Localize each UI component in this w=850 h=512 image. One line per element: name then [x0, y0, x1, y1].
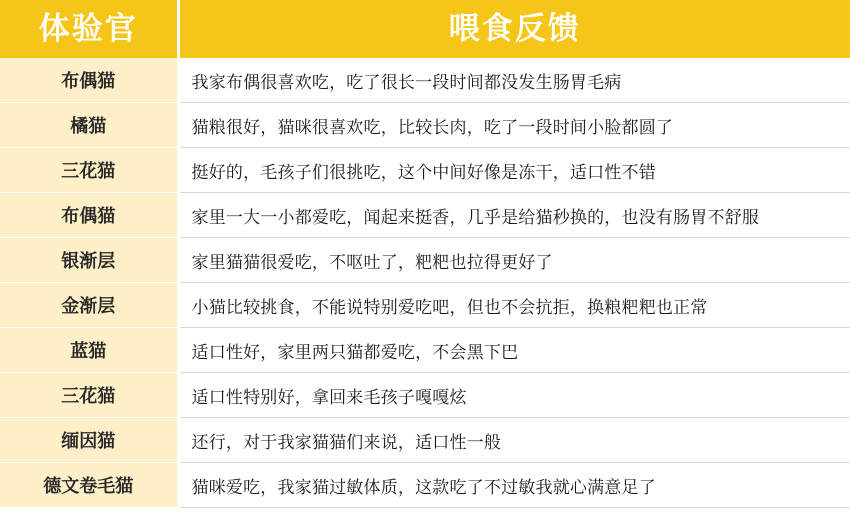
- table-row: [0, 463, 850, 508]
- cell-comment: 适口性好，家里两只猫都爱吃，不会黑下巴: [178, 328, 850, 373]
- cell-breed: 德文卷毛猫: [0, 463, 178, 508]
- cell-breed: 缅因猫: [0, 418, 178, 463]
- cell-breed: 布偶猫: [0, 58, 178, 103]
- table-row: [0, 58, 850, 103]
- column-header-comment: 喂食反馈: [178, 0, 850, 58]
- cell-comment: 还行，对于我家猫猫们来说，适口性一般: [178, 418, 850, 463]
- cell-breed: 三花猫: [0, 148, 178, 193]
- table-header-row: [0, 0, 850, 58]
- cell-comment: 家里猫猫很爱吃，不呕吐了，粑粑也拉得更好了: [178, 238, 850, 283]
- cell-breed: 三花猫: [0, 373, 178, 418]
- cell-comment: 猫咪爱吃，我家猫过敏体质，这款吃了不过敏我就心满意足了: [178, 463, 850, 508]
- table-header: [0, 0, 850, 58]
- cell-breed: 橘猫: [0, 103, 178, 148]
- cell-comment: 家里一大一小都爱吃，闻起来挺香，几乎是给猫秒换的，也没有肠胃不舒服: [178, 193, 850, 238]
- cell-comment: 适口性特别好，拿回来毛孩子嘎嘎炫: [178, 373, 850, 418]
- table-body: [0, 58, 850, 508]
- table-row: [0, 328, 850, 373]
- table-row: [0, 238, 850, 283]
- table-row: [0, 193, 850, 238]
- cell-breed: 银渐层: [0, 238, 178, 283]
- table-row: [0, 373, 850, 418]
- cell-comment: 猫粮很好，猫咪很喜欢吃，比较长肉，吃了一段时间小脸都圆了: [178, 103, 850, 148]
- cell-comment: 我家布偶很喜欢吃，吃了很长一段时间都没发生肠胃毛病: [178, 58, 850, 103]
- cell-breed: 蓝猫: [0, 328, 178, 373]
- cell-breed: 布偶猫: [0, 193, 178, 238]
- table-row: [0, 283, 850, 328]
- cell-breed: 金渐层: [0, 283, 178, 328]
- table-row: [0, 103, 850, 148]
- cell-comment: 挺好的，毛孩子们很挑吃，这个中间好像是冻干，适口性不错: [178, 148, 850, 193]
- cell-comment: 小猫比较挑食，不能说特别爱吃吧，但也不会抗拒，换粮粑粑也正常: [178, 283, 850, 328]
- table-row: [0, 418, 850, 463]
- column-header-breed: 体验官: [0, 0, 178, 58]
- table-row: [0, 148, 850, 193]
